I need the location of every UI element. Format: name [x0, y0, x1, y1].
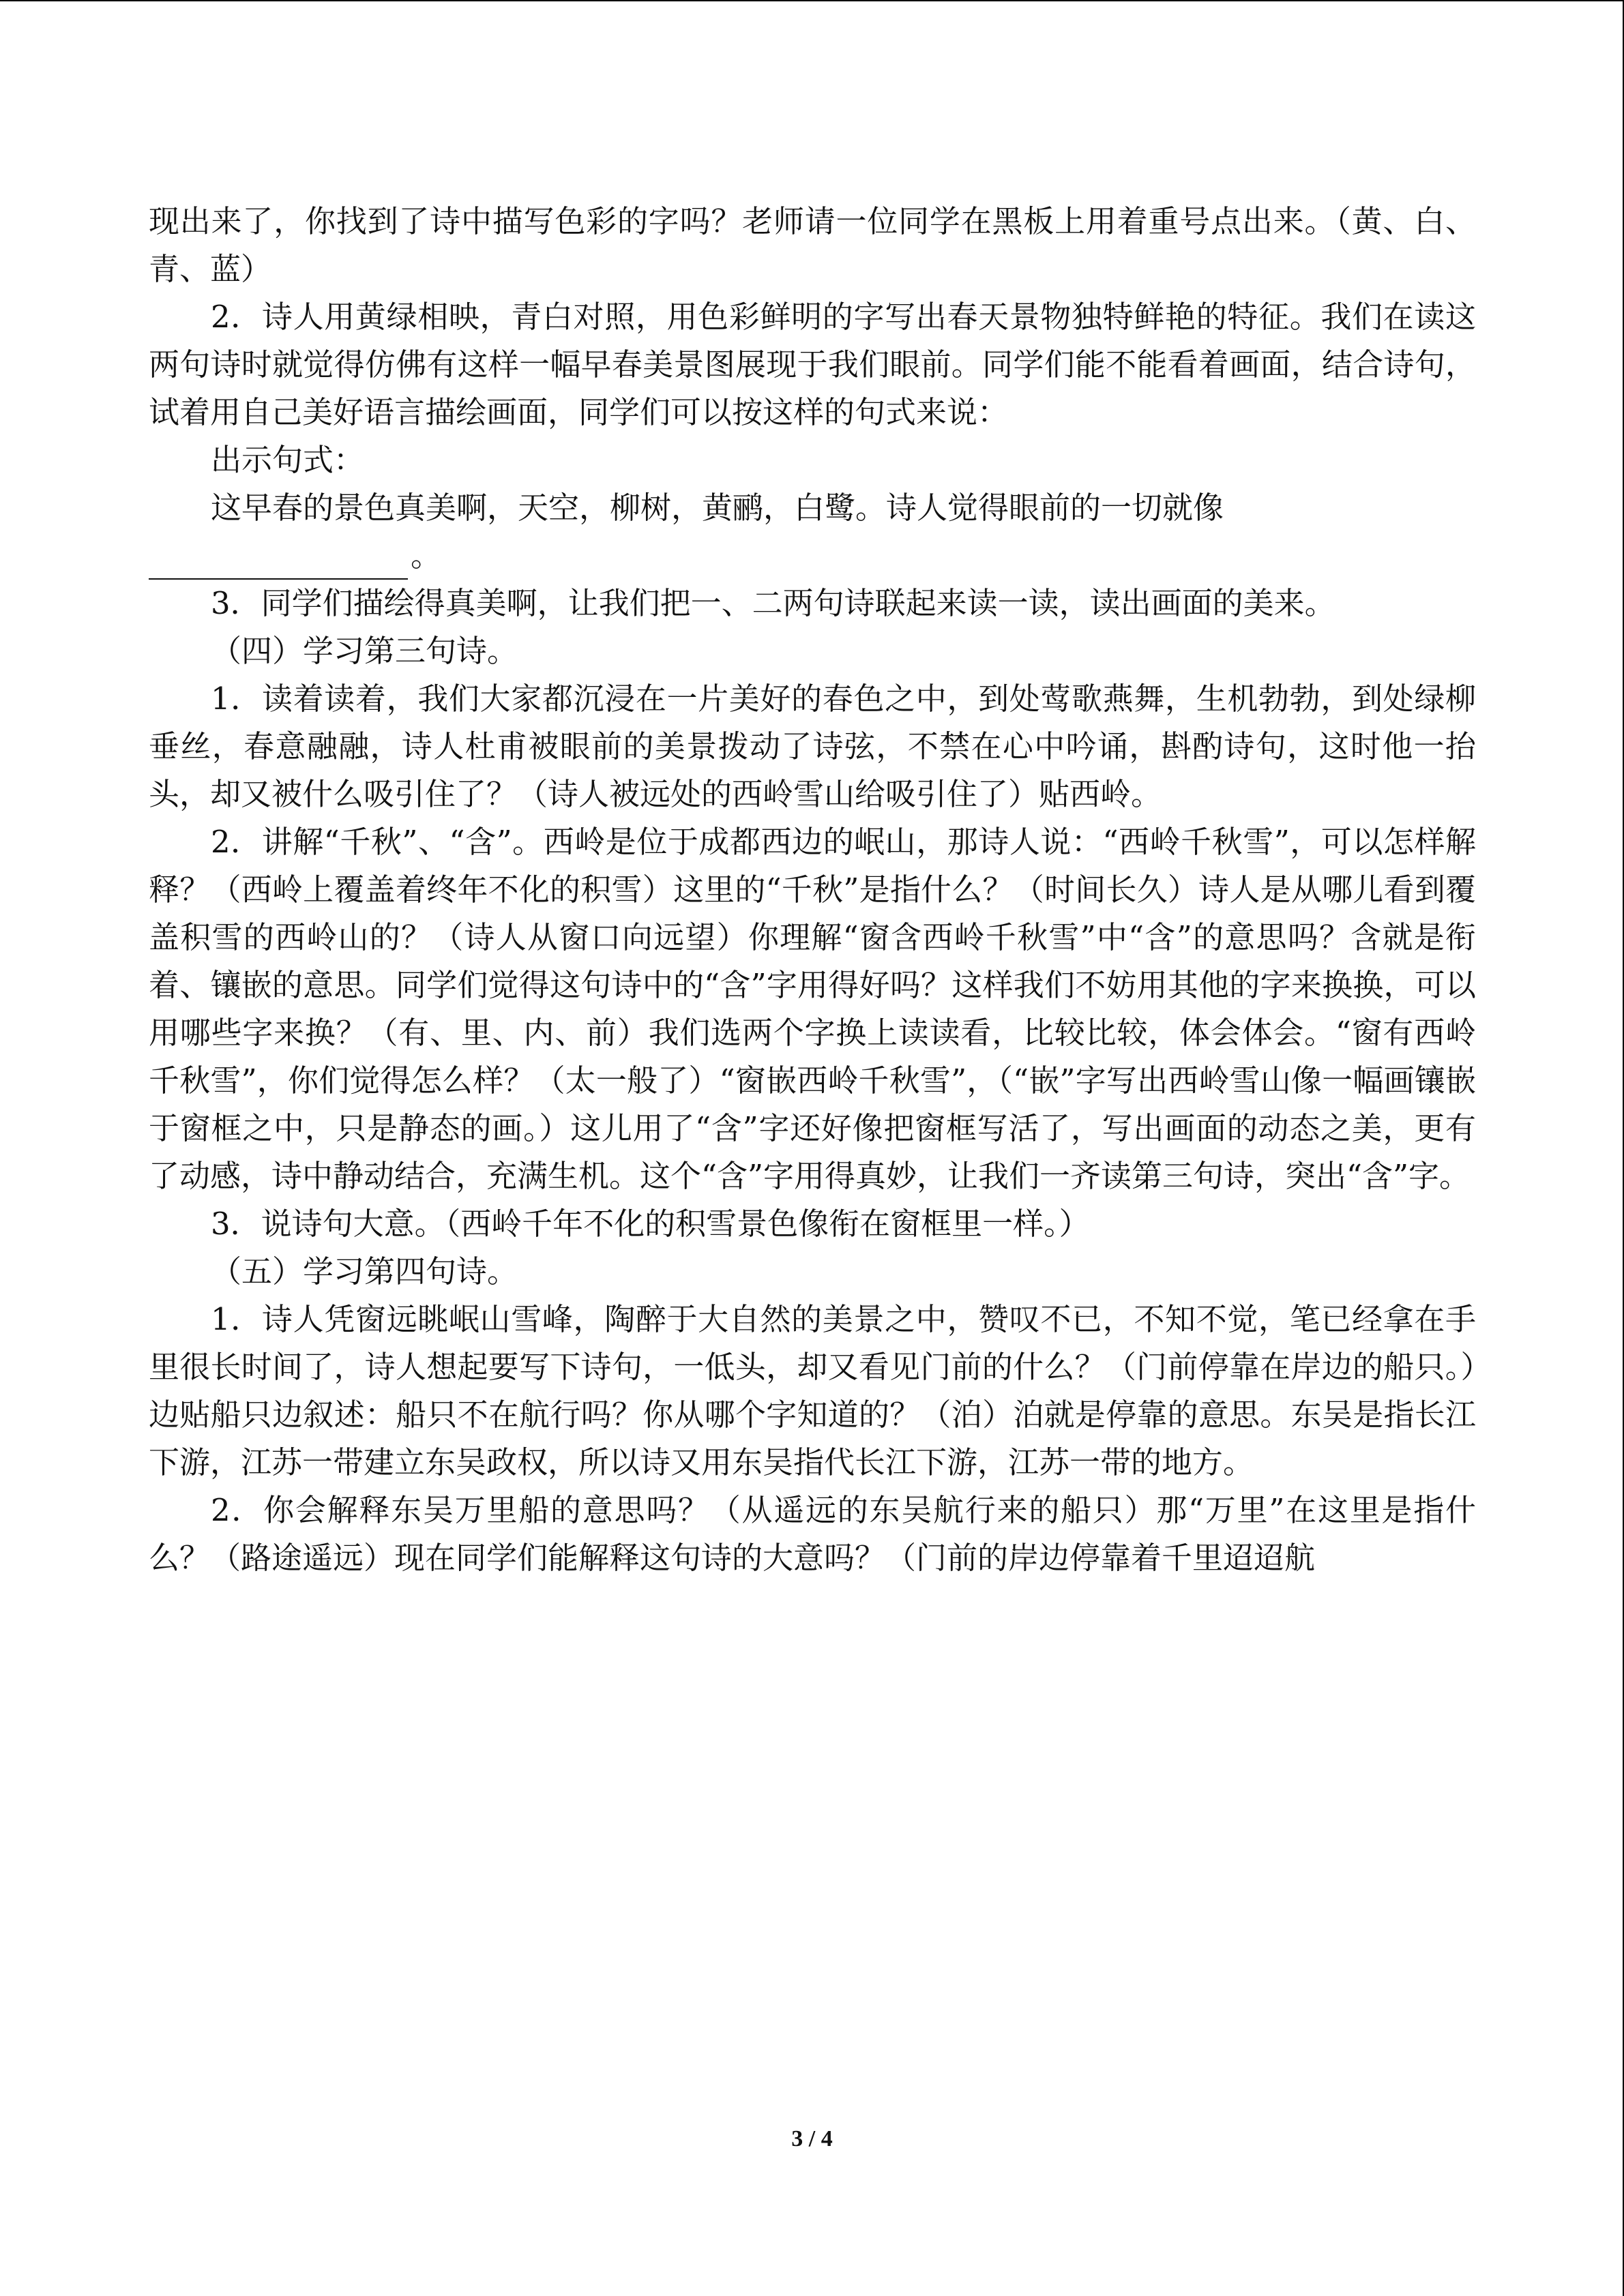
paragraph: 这早春的景色真美啊，天空，柳树，黄鹂，白鹭。诗人觉得眼前的一切就像	[211, 490, 1224, 526]
paragraph: 出示句式：	[211, 442, 365, 478]
paragraph: 2．诗人用黄绿相映，青白对照，用色彩鲜明的字写出春天景物独特鲜艳的特征。我们在读这两句诗时就觉得仿佛有这样一幅早春美景图展现于我们眼前。同学们能不能看着画面，结合诗句，试着用自己美好语言描绘画面，同学们可以按这样的句式来说：	[149, 299, 1476, 430]
paragraph: 2．讲解“千秋”、“含”。西岭是位于成都西边的岷山，那诗人说：“西岭千秋雪”，可以怎样解释？（西岭上覆盖着终年不化的积雪）这里的“千秋”是指什么？（时间长久）诗人是从哪儿看到覆盖积雪的西岭山的？（诗人从窗口向远望）你理解“窗含西岭千秋雪”中“含”的意思吗？含就是衔着、镶嵌的意思。同学们觉得这句诗中的“含”字用得好吗？这样我们不妨用其他的字来换换，可以用哪些字来换？（有、里、内、前）我们选两个字换上读读看，比较比较，体会体会。“窗有西岭千秋雪”，你们觉得怎么样？（太一般了）“窗嵌西岭千秋雪”，（“嵌”字写出西岭雪山像一幅画镶嵌于窗框之中，只是静态的画。）这儿用了“含”字还好像把窗框写活了，写出画面的动态之美，更有了动感，诗中静动结合，充满生机。这个“含”字用得真妙，让我们一齐读第三句诗，突出“含”字。	[149, 824, 1476, 1194]
paragraph: 3．同学们描绘得真美啊，让我们把一、二两句诗联起来读一读，读出画面的美来。	[211, 585, 1335, 621]
blank-period: 。	[411, 537, 442, 573]
fill-in-blank	[149, 532, 1476, 580]
section-heading: （五）学习第四句诗。	[211, 1253, 518, 1289]
paragraph: 1．诗人凭窗远眺岷山雪峰，陶醉于大自然的美景之中，赞叹不已，不知不觉，笔已经拿在手里很长时间了，诗人想起要写下诗句，一低头，却又看见门前的什么？（门前停靠在岸边的船只。）边贴船只边叙述：船只不在航行吗？你从哪个字知道的？（泊）泊就是停靠的意思。东吴是指长江下游，江苏一带建立东吴政权，所以诗又用东吴指代长江下游，江苏一带的地方。	[149, 1301, 1476, 1480]
paragraph: 2．你会解释东吴万里船的意思吗？（从遥远的东吴航行来的船只）那“万里”在这里是指什么？（路途遥远）现在同学们能解释这句诗的大意吗？（门前的岸边停靠着千里迢迢航	[149, 1492, 1476, 1576]
paragraph: 现出来了，你找到了诗中描写色彩的字吗？老师请一位同学在黑板上用着重号点出来。（黄、白、青、蓝）	[149, 203, 1476, 287]
section-heading: （四）学习第三句诗。	[211, 633, 518, 669]
paragraph: 3．说诗句大意。（西岭千年不化的积雪景色像衔在窗框里一样。）	[211, 1206, 1090, 1242]
document-body	[149, 198, 1476, 1582]
page-number: 3 / 4	[791, 2126, 833, 2151]
blank-underline	[149, 551, 408, 580]
paragraph: 1．读着读着，我们大家都沉浸在一片美好的春色之中，到处莺歌燕舞，生机勃勃，到处绿柳垂丝，春意融融，诗人杜甫被眼前的美景拨动了诗弦，不禁在心中吟诵，斟酌诗句，这时他一抬头，却又被什么吸引住了？（诗人被远处的西岭雪山给吸引住了）贴西岭。	[149, 681, 1476, 812]
